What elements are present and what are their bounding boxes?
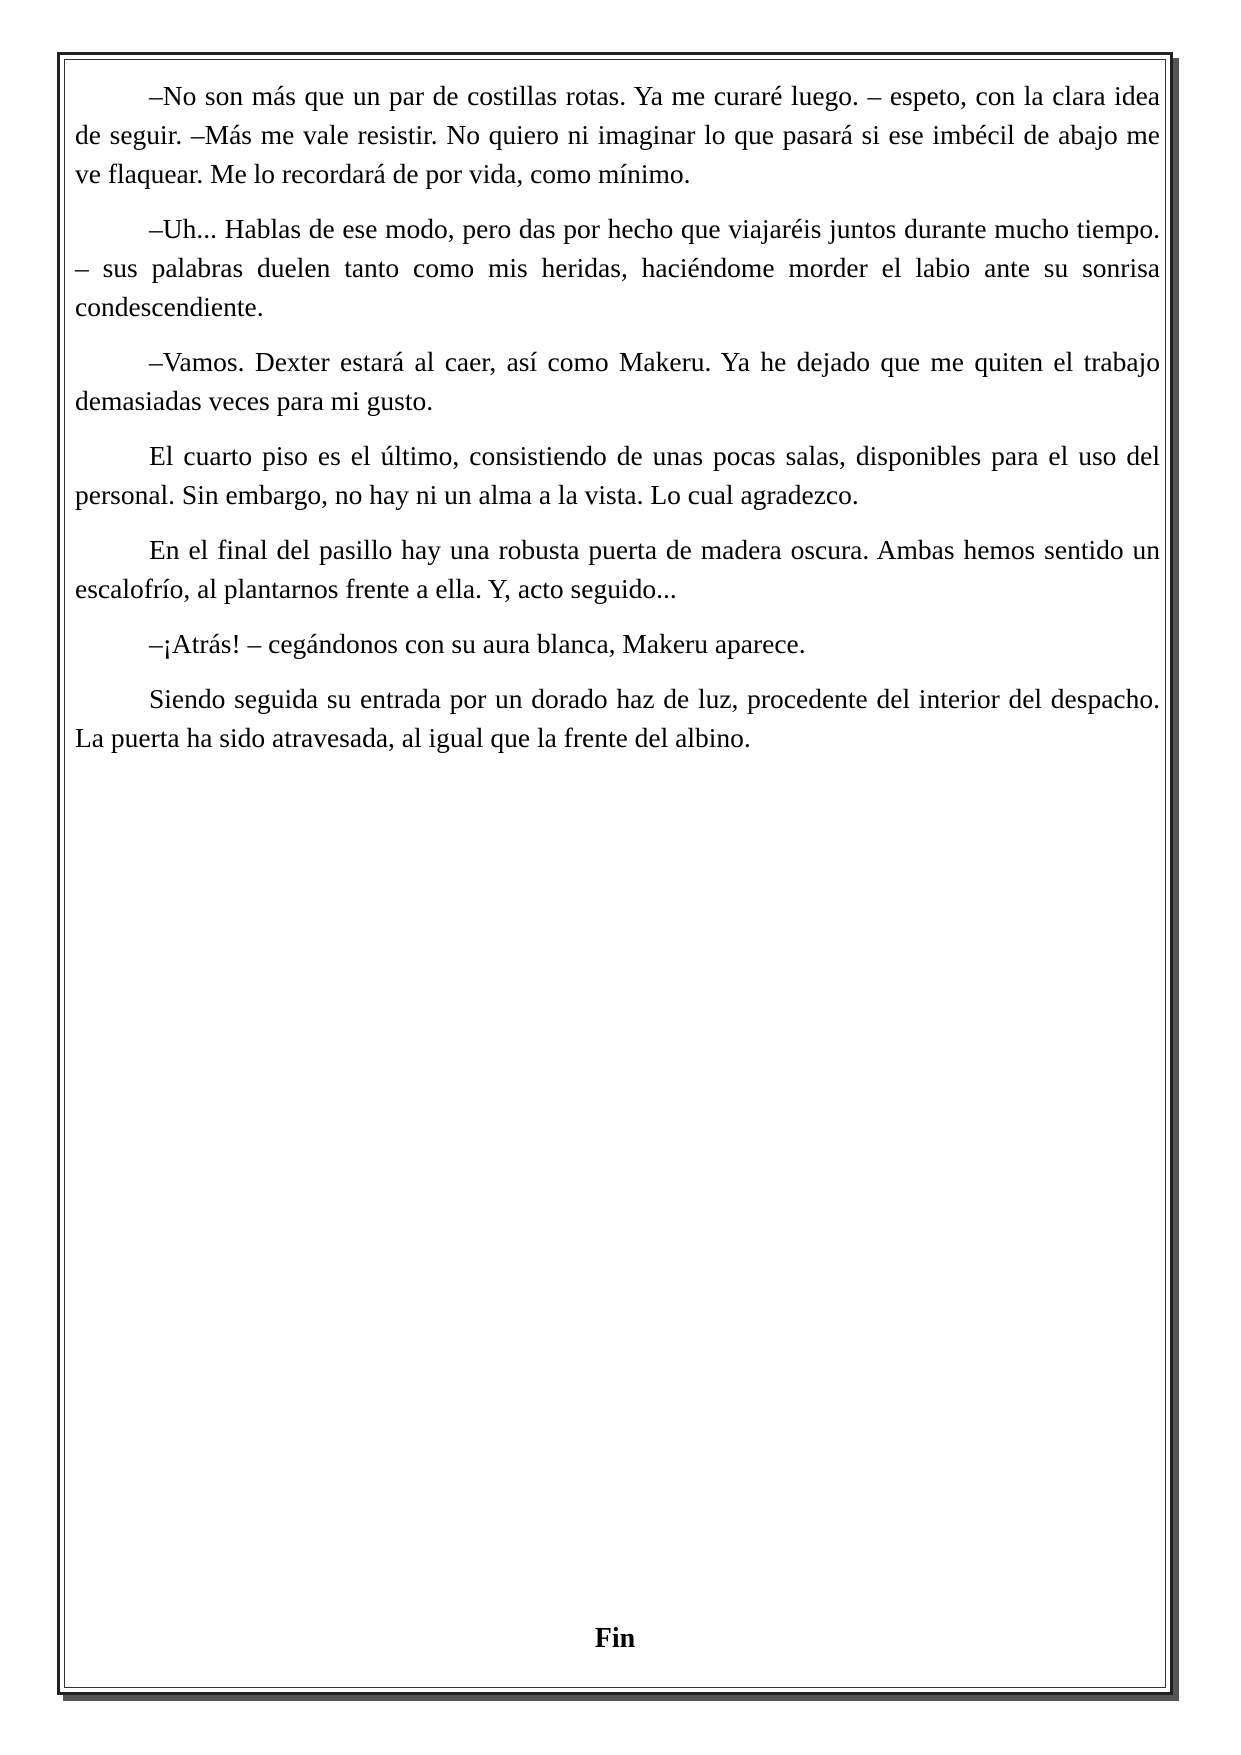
body-text [75, 76, 1160, 773]
paragraph: –Vamos. Dexter estará al caer, así como Makeru. Ya he dejado que me quiten el trabajo demasiadas veces para mi gusto. [75, 346, 1160, 416]
paragraph: –Uh... Hablas de ese modo, pero das por hecho que viajaréis juntos durante mucho tiempo. – sus palabras duelen tanto como mis heridas, haciéndome morder el labio ante su sonrisa condescendiente. [75, 213, 1160, 322]
paragraph: –No son más que un par de costillas rotas. Ya me curaré luego. – espeto, con la clara idea de seguir. –Más me vale resistir. No quiero ni imaginar lo que pasará si ese imbécil de abajo me ve flaquear. Me lo recordará de por vida, como mínimo. [75, 80, 1160, 189]
paragraph: El cuarto piso es el último, consistiendo de unas pocas salas, disponibles para el uso del personal. Sin embargo, no hay ni un alma a la vista. Lo cual agradezco. [75, 440, 1160, 510]
paragraph: En el final del pasillo hay una robusta puerta de madera oscura. Ambas hemos sentido un escalofrío, al plantarnos frente a ella. Y, acto seguido... [75, 534, 1160, 604]
paragraph: Siendo seguida su entrada por un dorado haz de luz, procedente del interior del despacho. La puerta ha sido atravesada, al igual que la frente del albino. [75, 683, 1160, 753]
closing-word: Fin [594, 1623, 636, 1654]
paragraph: –¡Atrás! – cegándonos con su aura blanca, Makeru aparece. [149, 628, 806, 659]
